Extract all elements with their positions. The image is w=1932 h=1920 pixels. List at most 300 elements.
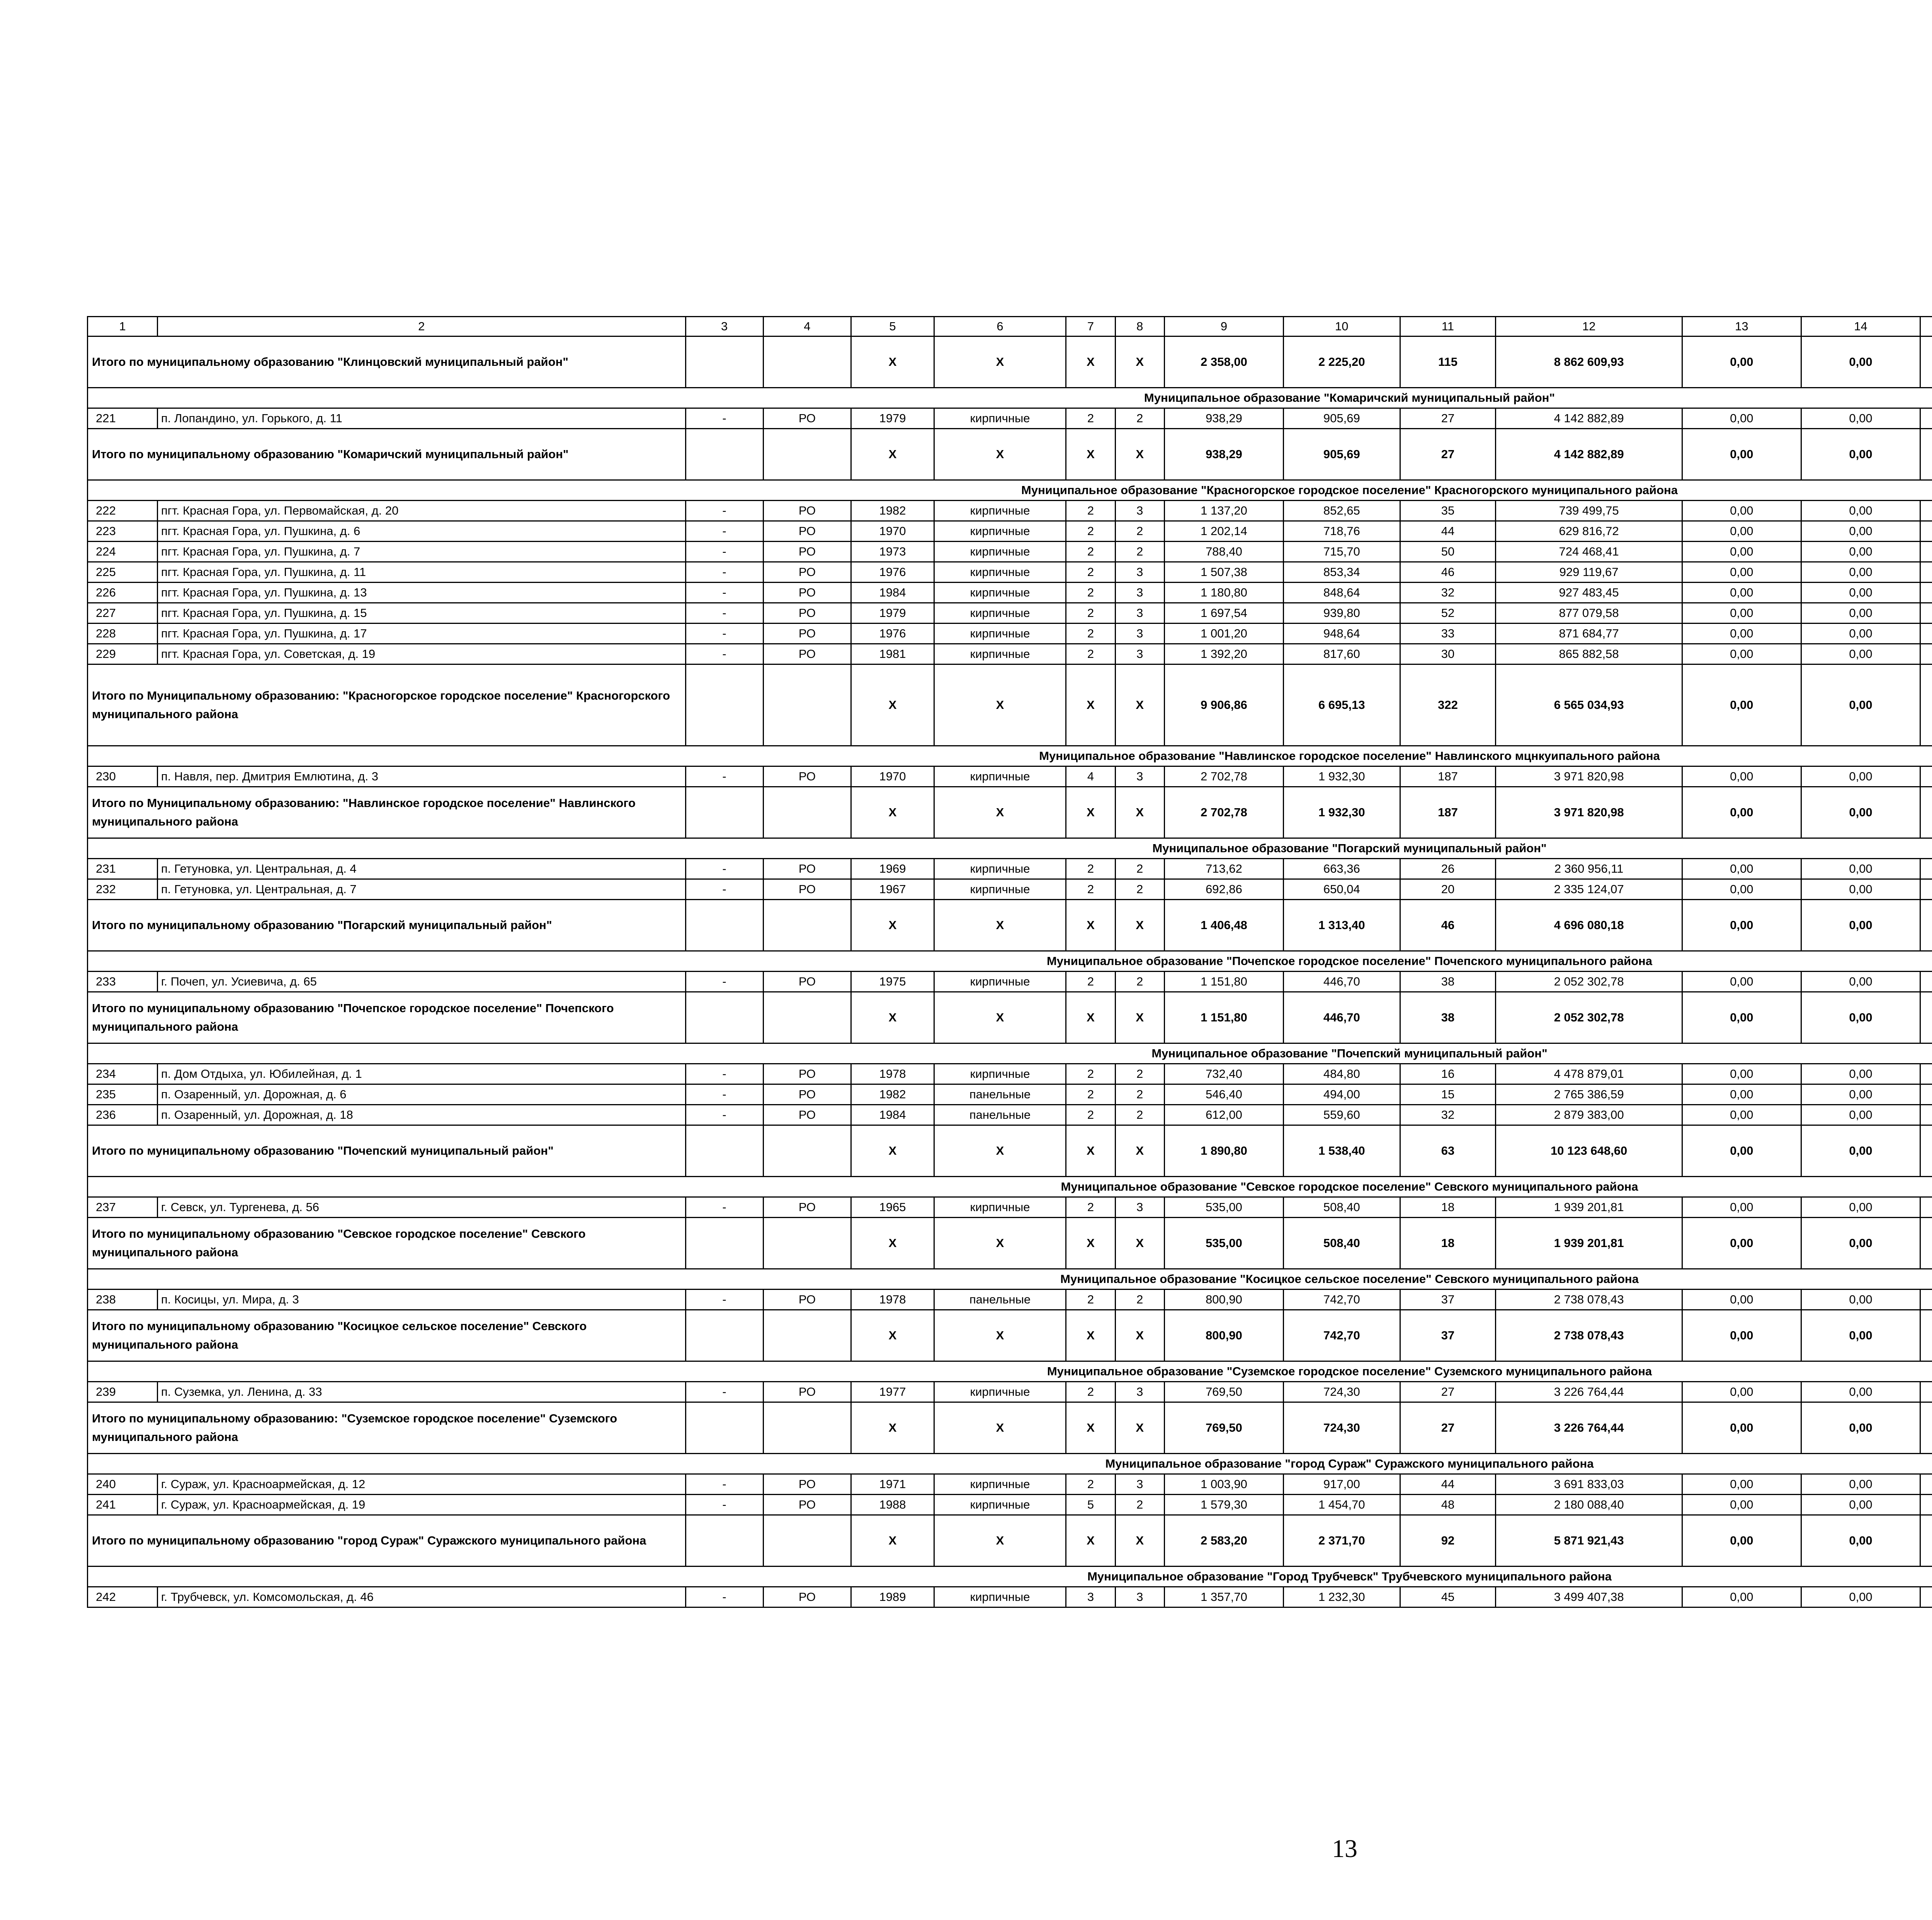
table-row [88,1064,1932,1084]
table-cell: 535,00 [1164,1197,1283,1218]
column-number-cell: 11 [1400,317,1496,336]
subtotal-value-cell: 2 358,00 [1164,336,1283,388]
table-cell: 0,00 [1682,624,1801,644]
subtotal-value-cell: X [1115,429,1164,480]
table-cell: - [685,1290,763,1310]
table-cell [1920,644,1932,664]
subtotal-value-cell: X [1066,992,1115,1043]
subtotal-value-cell: X [851,1515,934,1567]
subtotal-value-cell: X [1066,1402,1115,1454]
subtotal-value-cell: X [1115,900,1164,951]
table-cell [1920,1587,1932,1607]
subtotal-value-cell: 5 871 921,43 [1496,1515,1682,1567]
subtotal-value-cell: 0,00 [1801,787,1920,838]
empty-cell [685,1218,763,1269]
table-cell: кирпичные [934,1382,1066,1402]
subtotal-value-cell: 187 [1400,787,1496,838]
empty-cell [685,336,763,388]
subtotal-value-cell [1920,1515,1932,1567]
table-row [88,521,1932,542]
table-cell: 2 879 383,00 [1496,1105,1682,1125]
section-title-cell: Муниципальное образование "Город Трубчевск" Трубчевского муниципального района [88,1567,1932,1587]
table-cell: 2 180 088,40 [1496,1495,1682,1515]
table-cell: 2 [1115,972,1164,992]
table-cell: 1977 [851,1382,934,1402]
subtotal-value-cell: 769,50 [1164,1402,1283,1454]
subtotal-value-cell: 938,29 [1164,429,1283,480]
table-cell: 2 [1066,972,1115,992]
row-number-cell: 234 [88,1064,158,1084]
table-cell: 948,64 [1284,624,1400,644]
table-cell: 0,00 [1801,583,1920,603]
subtotal-value-cell: X [1066,1515,1115,1567]
table-cell: кирпичные [934,603,1066,624]
subtotal-value-cell: 0,00 [1682,787,1801,838]
table-cell: 559,60 [1284,1105,1400,1125]
table-cell: 0,00 [1682,583,1801,603]
section-header-row [88,1043,1932,1064]
table-row [88,583,1932,603]
table-cell: кирпичные [934,859,1066,879]
subtotal-value-cell: 1 151,80 [1164,992,1283,1043]
table-cell: панельные [934,1084,1066,1105]
table-cell: 2 [1115,542,1164,562]
section-header-row [88,1567,1932,1587]
subtotal-value-cell [1920,664,1932,746]
table-row [88,1197,1932,1218]
table-cell: 32 [1400,1105,1496,1125]
table-cell: - [685,624,763,644]
subtotal-value-cell: X [851,336,934,388]
subtotal-value-cell: 3 226 764,44 [1496,1402,1682,1454]
section-header-row [88,1269,1932,1290]
address-cell: п. Навля, пер. Дмитрия Емлютина, д. 3 [157,766,685,787]
table-cell: РО [763,1474,851,1495]
table-cell: 0,00 [1801,972,1920,992]
table-cell [1920,1105,1932,1125]
table-cell: 3 [1115,583,1164,603]
table-cell: 3 [1115,562,1164,583]
table-cell: РО [763,1084,851,1105]
subtotal-value-cell: X [1115,1125,1164,1177]
table-cell: 650,04 [1284,879,1400,900]
subtotal-value-cell: 2 225,20 [1284,336,1400,388]
table-row [88,972,1932,992]
subtotal-value-cell: 1 313,40 [1284,900,1400,951]
table-row [88,603,1932,624]
table-cell [1920,859,1932,879]
subtotal-value-cell: X [934,429,1066,480]
table-cell: 0,00 [1682,562,1801,583]
empty-cell [763,429,851,480]
table-cell: 0,00 [1682,521,1801,542]
table-cell: 0,00 [1682,1290,1801,1310]
table-cell: 769,50 [1164,1382,1283,1402]
subtotal-value-cell [1920,900,1932,951]
table-cell: 3 691 833,03 [1496,1474,1682,1495]
table-cell: 0,00 [1682,1495,1801,1515]
table-cell: 718,76 [1284,521,1400,542]
table-cell: кирпичные [934,583,1066,603]
table-cell: 629 816,72 [1496,521,1682,542]
table-cell: 546,40 [1164,1084,1283,1105]
table-cell: 0,00 [1801,859,1920,879]
subtotal-label-cell: Итого по муниципальному образованию "Комаричский муниципальный район" [88,429,686,480]
table-cell: 0,00 [1801,521,1920,542]
table-cell: 0,00 [1801,542,1920,562]
section-title-cell: Муниципальное образование "Почепское городское поселение" Почепского муниципального района [88,951,1932,972]
row-number-cell: 227 [88,603,158,624]
subtotal-value-cell: X [1066,336,1115,388]
table-cell: 0,00 [1801,1197,1920,1218]
table-cell [1920,542,1932,562]
table-cell: кирпичные [934,1474,1066,1495]
table-cell: 1976 [851,562,934,583]
empty-cell [763,1310,851,1361]
address-cell: пгт. Красная Гора, ул. Пушкина, д. 11 [157,562,685,583]
subtotal-value-cell: 0,00 [1682,900,1801,951]
table-cell: 45 [1400,1587,1496,1607]
subtotal-value-cell: 0,00 [1682,336,1801,388]
table-cell: РО [763,1197,851,1218]
subtotal-label-cell: Итого по муниципальному образованию "Клинцовский муниципальный район" [88,336,686,388]
column-number-cell: 4 [763,317,851,336]
subtotal-value-cell: X [851,900,934,951]
table-cell: 0,00 [1801,1474,1920,1495]
table-cell: 44 [1400,521,1496,542]
section-header-row [88,1454,1932,1474]
table-cell: кирпичные [934,408,1066,429]
subtotal-value-cell: X [1115,1218,1164,1269]
table-cell [1920,501,1932,521]
subtotal-value-cell: X [1066,664,1115,746]
subtotal-value-cell [1920,992,1932,1043]
table-cell: 1975 [851,972,934,992]
empty-cell [763,1515,851,1567]
table-cell: 1989 [851,1587,934,1607]
table-cell: 2 052 302,78 [1496,972,1682,992]
row-number-cell: 236 [88,1105,158,1125]
table-cell: РО [763,408,851,429]
table-cell: кирпичные [934,624,1066,644]
table-cell: 3 [1115,644,1164,664]
subtotal-row [88,992,1932,1043]
table-cell: 5 [1066,1495,1115,1515]
table-cell: 2 [1066,624,1115,644]
table-cell: 2 [1066,501,1115,521]
table-cell: 1979 [851,408,934,429]
subtotal-value-cell: 724,30 [1284,1402,1400,1454]
table-cell: 35 [1400,501,1496,521]
table-cell: 1984 [851,583,934,603]
table-cell: 2 [1115,408,1164,429]
subtotal-value-cell: 10 123 648,60 [1496,1125,1682,1177]
section-title-cell: Муниципальное образование "Навлинское городское поселение" Навлинского мцнкуипального района [88,746,1932,766]
table-cell: 30 [1400,644,1496,664]
table-cell [1920,1495,1932,1515]
table-cell: 3 [1115,1382,1164,1402]
table-cell: 1 454,70 [1284,1495,1400,1515]
table-row [88,1290,1932,1310]
table-cell: - [685,1587,763,1607]
table-cell: 3 499 407,38 [1496,1587,1682,1607]
table-cell: 817,60 [1284,644,1400,664]
table-cell: РО [763,1064,851,1084]
table-cell: 2 [1066,1197,1115,1218]
table-cell: 0,00 [1801,603,1920,624]
table-cell: 715,70 [1284,542,1400,562]
table-cell: 2 [1115,1084,1164,1105]
subtotal-value-cell: 0,00 [1682,1125,1801,1177]
table-row [88,1474,1932,1495]
table-cell: 1 357,70 [1164,1587,1283,1607]
table-cell: кирпичные [934,562,1066,583]
table-cell: 48 [1400,1495,1496,1515]
row-number-cell: 239 [88,1382,158,1402]
table-cell: - [685,1084,763,1105]
section-title-cell: Муниципальное образование "Красногорское городское поселение" Красногорского муниципального района [88,480,1932,501]
table-cell: 0,00 [1801,1290,1920,1310]
subtotal-value-cell: 27 [1400,1402,1496,1454]
table-cell: 37 [1400,1290,1496,1310]
table-cell: 2 [1066,644,1115,664]
table-cell: 1982 [851,501,934,521]
table-cell: 0,00 [1801,501,1920,521]
subtotal-value-cell: 8 862 609,93 [1496,336,1682,388]
address-cell: г. Сураж, ул. Красноармейская, д. 12 [157,1474,685,1495]
table-cell: - [685,766,763,787]
table-cell: 20 [1400,879,1496,900]
table-cell: 0,00 [1801,1084,1920,1105]
empty-cell [763,1218,851,1269]
empty-cell [685,992,763,1043]
table-row [88,859,1932,879]
section-header-row [88,388,1932,408]
table-cell: - [685,1105,763,1125]
subtotal-value-cell: 0,00 [1682,1402,1801,1454]
table-cell: 2 [1066,1382,1115,1402]
subtotal-value-cell: 2 371,70 [1284,1515,1400,1567]
subtotal-value-cell [1920,1218,1932,1269]
table-cell: кирпичные [934,766,1066,787]
table-row [88,562,1932,583]
table-cell: 2 335 124,07 [1496,879,1682,900]
table-row [88,542,1932,562]
subtotal-value-cell: X [1066,429,1115,480]
row-number-cell: 235 [88,1084,158,1105]
row-number-cell: 225 [88,562,158,583]
subtotal-value-cell: X [934,787,1066,838]
table-cell: 1 392,20 [1164,644,1283,664]
table-row [88,1084,1932,1105]
table-cell: 1978 [851,1290,934,1310]
section-header-row [88,480,1932,501]
subtotal-value-cell: 27 [1400,429,1496,480]
table-cell: 2 [1115,1064,1164,1084]
address-cell: пгт. Красная Гора, ул. Советская, д. 19 [157,644,685,664]
subtotal-value-cell [1920,1310,1932,1361]
subtotal-value-cell: X [851,664,934,746]
table-cell: 2 [1115,859,1164,879]
subtotal-value-cell: 0,00 [1801,429,1920,480]
subtotal-label-cell: Итого по муниципальному образованию "Почепское городское поселение" Почепского муниципального района [88,992,686,1043]
table-cell: 2 702,78 [1164,766,1283,787]
table-cell: 1 932,30 [1284,766,1400,787]
table-cell: 2 [1066,542,1115,562]
table-cell: - [685,542,763,562]
table-row [88,1495,1932,1515]
table-cell: кирпичные [934,879,1066,900]
subtotal-value-cell: 115 [1400,336,1496,388]
subtotal-value-cell: 0,00 [1801,1125,1920,1177]
table-cell: 0,00 [1682,1084,1801,1105]
table-row [88,1382,1932,1402]
subtotal-value-cell: 0,00 [1682,429,1801,480]
table-cell: РО [763,644,851,664]
row-number-cell: 238 [88,1290,158,1310]
subtotal-row [88,787,1932,838]
table-cell: кирпичные [934,521,1066,542]
table-cell: 0,00 [1801,1064,1920,1084]
address-cell: п. Озаренный, ул. Дорожная, д. 18 [157,1105,685,1125]
subtotal-value-cell: 0,00 [1801,1515,1920,1567]
table-cell: 1970 [851,521,934,542]
table-cell: 46 [1400,562,1496,583]
subtotal-value-cell: X [851,1125,934,1177]
table-cell: 2 [1115,1495,1164,1515]
table-cell: 1 202,14 [1164,521,1283,542]
table-cell [1920,766,1932,787]
table-cell: 16 [1400,1064,1496,1084]
table-cell: 27 [1400,408,1496,429]
table-cell: 0,00 [1682,1587,1801,1607]
table-cell: 3 [1115,1474,1164,1495]
subtotal-value-cell: X [934,664,1066,746]
table-cell: 3 [1115,624,1164,644]
table-cell: 2 765 386,59 [1496,1084,1682,1105]
subtotal-value-cell: 3 971 820,98 [1496,787,1682,838]
subtotal-value-cell: X [934,1515,1066,1567]
address-cell: пгт. Красная Гора, ул. Пушкина, д. 13 [157,583,685,603]
table-cell: 938,29 [1164,408,1283,429]
subtotal-row [88,336,1932,388]
subtotal-value-cell: X [1066,1218,1115,1269]
empty-cell [685,787,763,838]
table-row [88,1587,1932,1607]
table-body [88,317,1932,1607]
section-header-row [88,838,1932,859]
row-number-cell: 223 [88,521,158,542]
table-cell: 4 478 879,01 [1496,1064,1682,1084]
table-cell: 494,00 [1284,1084,1400,1105]
address-cell: пгт. Красная Гора, ул. Пушкина, д. 6 [157,521,685,542]
empty-cell [685,900,763,951]
subtotal-value-cell: X [851,1218,934,1269]
subtotal-value-cell: X [934,1125,1066,1177]
table-cell: 44 [1400,1474,1496,1495]
table-row [88,766,1932,787]
table-cell: 3 [1115,603,1164,624]
empty-cell [685,429,763,480]
subtotal-value-cell: 0,00 [1801,900,1920,951]
subtotal-value-cell [1920,787,1932,838]
table-cell: кирпичные [934,1064,1066,1084]
table-cell: 3 971 820,98 [1496,766,1682,787]
subtotal-value-cell: X [934,992,1066,1043]
subtotal-value-cell: X [934,1402,1066,1454]
table-cell: 0,00 [1682,766,1801,787]
row-number-cell: 230 [88,766,158,787]
address-cell: п. Гетуновка, ул. Центральная, д. 4 [157,859,685,879]
subtotal-value-cell: X [1115,1310,1164,1361]
table-cell: панельные [934,1290,1066,1310]
subtotal-value-cell: X [851,787,934,838]
subtotal-value-cell: 322 [1400,664,1496,746]
table-cell: РО [763,1382,851,1402]
table-cell [1920,1290,1932,1310]
subtotal-value-cell: 535,00 [1164,1218,1283,1269]
table-cell: 3 [1115,1587,1164,1607]
empty-cell [763,992,851,1043]
table-cell: 0,00 [1682,859,1801,879]
subtotal-value-cell: 0,00 [1801,1402,1920,1454]
table-cell: РО [763,972,851,992]
subtotal-row [88,1218,1932,1269]
table-cell: 1970 [851,766,934,787]
subtotal-value-cell: 0,00 [1801,992,1920,1043]
table-cell: 0,00 [1801,766,1920,787]
table-cell: - [685,603,763,624]
address-cell: г. Трубчевск, ул. Комсомольская, д. 46 [157,1587,685,1607]
table-cell: 1 232,30 [1284,1587,1400,1607]
table-cell [1920,583,1932,603]
table-cell: РО [763,1290,851,1310]
subtotal-value-cell: 2 738 078,43 [1496,1310,1682,1361]
row-number-cell: 232 [88,879,158,900]
table-cell: РО [763,521,851,542]
subtotal-value-cell: 4 142 882,89 [1496,429,1682,480]
row-number-cell: 229 [88,644,158,664]
subtotal-value-cell: 1 890,80 [1164,1125,1283,1177]
table-cell: 905,69 [1284,408,1400,429]
page-number: 13 [1332,1835,1357,1863]
row-number-cell: 241 [88,1495,158,1515]
table-cell: 0,00 [1801,562,1920,583]
empty-cell [685,1515,763,1567]
column-number-cell: 5 [851,317,934,336]
address-cell: пгт. Красная Гора, ул. Пушкина, д. 17 [157,624,685,644]
table-cell: 1981 [851,644,934,664]
subtotal-value-cell: X [851,1310,934,1361]
column-number-cell: 8 [1115,317,1164,336]
table-cell: - [685,1474,763,1495]
table-cell: 0,00 [1801,644,1920,664]
table-cell: 2 [1115,879,1164,900]
table-cell: 2 [1066,603,1115,624]
table-cell: 0,00 [1682,408,1801,429]
section-title-cell: Муниципальное образование "Суземское городское поселение" Суземского муниципального района [88,1361,1932,1382]
table-cell: 1 137,20 [1164,501,1283,521]
table-cell: 2 [1066,1105,1115,1125]
table-row [88,624,1932,644]
table-cell: 3 [1066,1587,1115,1607]
subtotal-value-cell: X [1115,1402,1164,1454]
table-cell: РО [763,1495,851,1515]
table-cell: кирпичные [934,644,1066,664]
subtotal-value-cell: 0,00 [1682,664,1801,746]
table-cell: - [685,583,763,603]
table-cell: 917,00 [1284,1474,1400,1495]
